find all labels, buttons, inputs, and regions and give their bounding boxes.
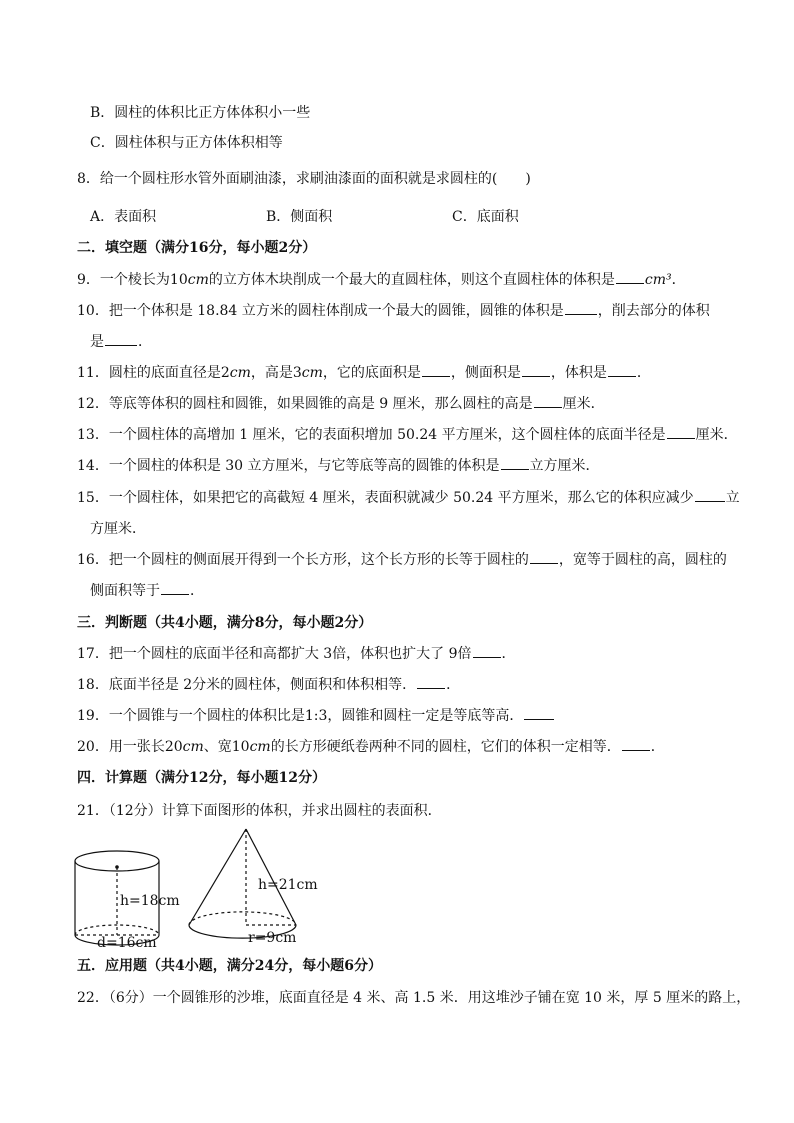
- question-14: 14．一个圆柱的体积是 30 立方厘米，与它等底等高的圆锥的体积是 立方厘米．: [77, 458, 600, 474]
- question-21: 21．（12分）计算下面图形的体积，并求出圆柱的表面积．: [77, 803, 442, 819]
- q8-option-c: C．底面积: [452, 209, 519, 225]
- question-15: 15．一个圆柱体，如果把它的高截短 4 厘米，表面积就减少 50.24 平方厘米，那么它的体积应减少 立: [77, 490, 740, 506]
- section-calculation-heading: 四．计算题（满分12分，每小题12分）: [77, 770, 326, 786]
- cylinder-height-label: h=18cm: [120, 893, 180, 909]
- answer-blank: [530, 551, 558, 564]
- answer-blank: [524, 707, 554, 720]
- answer-blank: [616, 271, 644, 284]
- cone-height-label: h=21cm: [258, 877, 318, 893]
- answer-blank: [417, 676, 445, 689]
- question-8: 8．给一个圆柱形水管外面刷油漆，求刷油漆面的面积就是求圆柱的( ): [77, 171, 531, 187]
- question-20: 20．用一张长20cm、宽10cm的长方形硬纸卷两种不同的圆柱，它们的体积一定相等． ．: [77, 739, 665, 755]
- answer-blank: [667, 426, 695, 439]
- cylinder-top-center: [115, 865, 119, 869]
- question-17: 17．把一个圆柱的底面半径和高都扩大 3倍，体积也扩大了 9倍 ．: [77, 646, 516, 662]
- question-13: 13．一个圆柱体的高增加 1 厘米，它的表面积增加 50.24 平方厘米，这个圆柱体的底面半径是 厘米．: [77, 427, 738, 443]
- geometry-figures: [60, 825, 320, 953]
- cylinder-diameter-label: d=16cm: [97, 935, 157, 951]
- question-16: 16．把一个圆柱的侧面展开得到一个长方形，这个长方形的长等于圆柱的 ，宽等于圆柱的高，圆柱的: [77, 552, 727, 568]
- option-c: C．圆柱体积与正方体体积相等: [90, 135, 283, 151]
- answer-blank: [608, 364, 636, 377]
- question-10: 10．把一个体积是 18.84 立方米的圆柱体削成一个最大的圆锥，圆锥的体积是 ，削去部分的体积: [77, 303, 710, 319]
- answer-blank: [161, 582, 189, 595]
- answer-blank: [473, 645, 501, 658]
- answer-blank: [534, 395, 562, 408]
- question-22: 22．（6分）一个圆锥形的沙堆，底面直径是 4 米、高 1.5 米．用这堆沙子铺在宽 10 米，厚 5 厘米的路上，: [77, 990, 751, 1006]
- option-b: B．圆柱的体积比正方体体积小一些: [90, 105, 311, 121]
- question-10-cont: 是 ．: [90, 334, 152, 350]
- answer-blank: [695, 489, 725, 502]
- answer-blank: [622, 738, 650, 751]
- question-18: 18．底面半径是 2分米的圆柱体，侧面积和体积相等． ．: [77, 677, 461, 693]
- answer-blank: [565, 302, 597, 315]
- answer-blank: [522, 364, 550, 377]
- answer-blank: [501, 457, 529, 470]
- q8-option-a: A．表面积: [90, 209, 157, 225]
- question-9: 9．一个棱长为10cm的立方体木块削成一个最大的直圆柱体，则这个直圆柱体的体积是 cm³．: [77, 272, 686, 288]
- question-11: 11．圆柱的底面直径是2cm，高是3cm，它的底面积是 ，侧面积是 ，体积是 ．: [77, 365, 651, 381]
- answer-blank: [105, 333, 137, 346]
- section-judgment-heading: 三．判断题（共4小题，满分8分，每小题2分）: [77, 615, 373, 631]
- section-fill-blank-heading: 二．填空题（满分16分，每小题2分）: [77, 240, 317, 256]
- cone-radius-label: r=9cm: [248, 930, 297, 946]
- question-15-cont: 方厘米．: [90, 521, 146, 537]
- question-12: 12．等底等体积的圆柱和圆锥，如果圆锥的高是 9 厘米，那么圆柱的高是 厘米．: [77, 396, 605, 412]
- q8-option-b: B．侧面积: [266, 209, 333, 225]
- question-19: 19．一个圆锥与一个圆柱的体积比是1:3，圆锥和圆柱一定是等底等高．: [77, 707, 555, 725]
- question-16-cont: 侧面积等于 ．: [90, 583, 204, 599]
- answer-blank: [422, 364, 450, 377]
- section-application-heading: 五．应用题（共4小题，满分24分，每小题6分）: [77, 958, 382, 974]
